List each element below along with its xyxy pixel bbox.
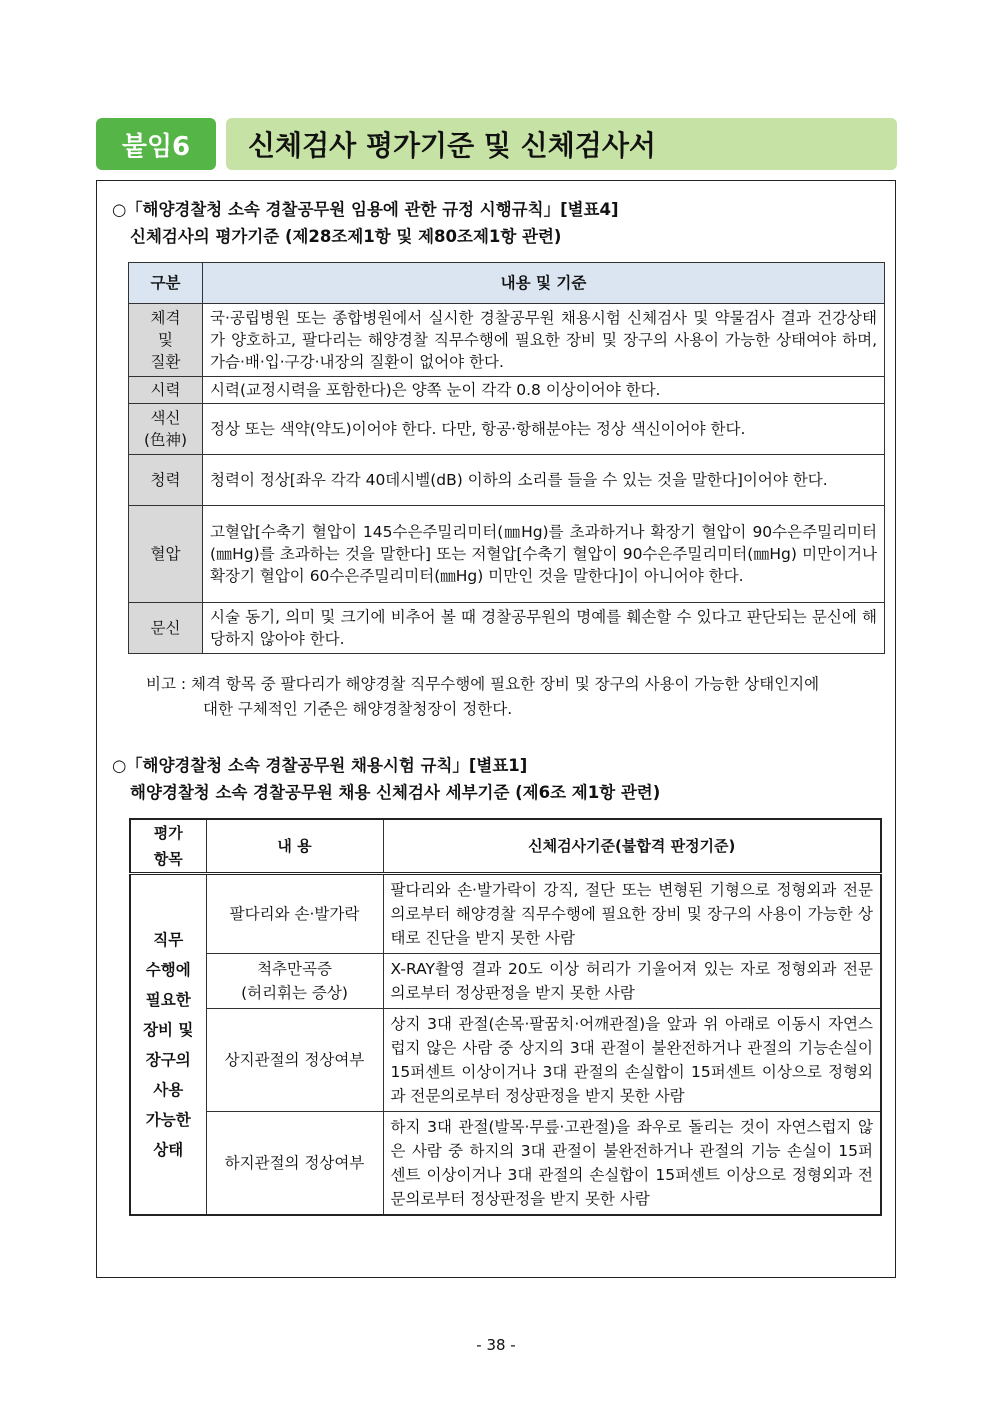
bullet-icon: ○: [112, 200, 127, 219]
row-category: 문신: [129, 603, 203, 654]
section1-line1: 「해양경찰청 소속 경찰공무원 임용에 관한 규정 시행규칙」[별표4]: [126, 200, 619, 219]
item-cell: 척추만곡증 (허리휘는 증상): [206, 954, 383, 1009]
table-row: [129, 455, 885, 506]
table-row: [129, 603, 885, 654]
row-category: 시력: [129, 377, 203, 404]
column-header: 내용 및 기준: [203, 263, 885, 304]
item-cell: 하지관절의 정상여부: [206, 1112, 383, 1216]
row-content: 청력이 정상[좌우 각각 40데시벨(dB) 이하의 소리를 들을 수 있는 것을 말한다]이어야 한다.: [203, 455, 885, 506]
criteria-cell: 하지 3대 관절(발목·무릎·고관절)을 좌우로 돌리는 것이 자연스럽지 않은 사람 중 하지의 3대 관절이 불완전하거나 관절의 기능 손실이 15퍼센트 이상이거나 3대 관절의 손실합이 15퍼센트 이상으로 정형외과 전문의로부터 정상판정을 받지 못한 사람: [383, 1112, 881, 1216]
section1-heading: [112, 196, 619, 250]
row-category: 색신 (色神): [129, 404, 203, 455]
row-content: 정상 또는 색약(약도)이어야 한다. 다만, 항공·항해분야는 정상 색신이어야 한다.: [203, 404, 885, 455]
table-row: [129, 304, 885, 377]
section1-line2: 신체검사의 평가기준 (제28조제1항 및 제80조제1항 관련): [130, 227, 562, 246]
column-header: 내 용: [206, 819, 383, 874]
attachment-badge: 붙임6: [96, 118, 216, 170]
table-row: [130, 1009, 881, 1112]
table-row: [130, 954, 881, 1009]
section2-heading: [112, 752, 660, 806]
table-header-row: [130, 819, 881, 874]
row-content: 국·공립병원 또는 종합병원에서 실시한 경찰공무원 채용시험 신체검사 및 약물검사 결과 건강상태가 양호하고, 팔다리는 해양경찰 직무수행에 필요한 장비 및 장구의 사용이 가능한 상태여야 하며, 가슴·배·입·구강·내장의 질환이 없어야 한다.: [203, 304, 885, 377]
column-header: 신체검사기준(불합격 판정기준): [383, 819, 881, 874]
bullet-icon: ○: [112, 756, 127, 775]
criteria-cell: 팔다리와 손·발가락이 강직, 절단 또는 변형된 기형으로 정형외과 전문의로부터 해양경찰 직무수행에 필요한 장비 및 장구의 사용이 가능한 상태로 진단을 받지 못한 사람: [383, 874, 881, 954]
page-number: - 38 -: [476, 1336, 516, 1354]
remark-line: 비고 : 체격 항목 중 팔다리가 해양경찰 직무수행에 필요한 장비 및 장구의 사용이 가능한 상태인지에: [146, 675, 820, 693]
table-row: [129, 404, 885, 455]
remark-note: [146, 672, 886, 722]
section2-line1: 「해양경찰청 소속 경찰공무원 채용시험 규칙」[별표1]: [126, 756, 528, 775]
row-content: 시력(교정시력을 포함한다)은 양쪽 눈이 각각 0.8 이상이어야 한다.: [203, 377, 885, 404]
criteria-cell: 상지 3대 관절(손목·팔꿈치·어깨관절)을 앞과 위 아래로 이동시 자연스럽지 않은 사람 중 상지의 3대 관절이 불완전하거나 관절의 기능손실이 15퍼센트 이상이거나 3대 관절의 손실합이 15퍼센트 이상으로 정형외과 전문의로부터 정상판정을 받지 못한 사람: [383, 1009, 881, 1112]
column-header: 평가 항목: [130, 819, 206, 874]
table-row: [129, 377, 885, 404]
column-header: 구분: [129, 263, 203, 304]
table-row: [130, 1112, 881, 1216]
detailed-criteria-table: [129, 818, 882, 1216]
table-header-row: [129, 263, 885, 304]
row-content: 고혈압[수축기 혈압이 145수은주밀리미터(㎜Hg)를 초과하거나 확장기 혈압이 90수은주밀리미터(㎜Hg)를 초과하는 것을 말한다] 또는 저혈압[수축기 혈압이 90수은주밀리미터(㎜Hg) 미만이거나 확장기 혈압이 60수은주밀리미터(㎜Hg) 미만인 것을 말한다]이 아니어야 한다.: [203, 506, 885, 603]
section2-line2: 해양경찰청 소속 경찰공무원 채용 신체검사 세부기준 (제6조 제1항 관련): [130, 783, 661, 802]
row-category: 혈압: [129, 506, 203, 603]
table-row: [129, 506, 885, 603]
remark-line: 대한 구체적인 기준은 해양경찰청장이 정한다.: [203, 700, 513, 718]
category-cell: 직무 수행에 필요한 장비 및 장구의 사용 가능한 상태: [130, 874, 206, 1216]
page-title: 신체검사 평가기준 및 신체검사서: [226, 118, 897, 170]
item-cell: 팔다리와 손·발가락: [206, 874, 383, 954]
criteria-cell: X-RAY촬영 결과 20도 이상 허리가 기울어져 있는 자로 정형외과 전문의로부터 정상판정을 받지 못한 사람: [383, 954, 881, 1009]
row-category: 체격 및 질환: [129, 304, 203, 377]
row-content: 시술 동기, 의미 및 크기에 비추어 볼 때 경찰공무원의 명예를 훼손할 수 있다고 판단되는 문신에 해당하지 않아야 한다.: [203, 603, 885, 654]
item-cell: 상지관절의 정상여부: [206, 1009, 383, 1112]
evaluation-criteria-table: [128, 262, 885, 654]
table-row: [130, 874, 881, 954]
row-category: 청력: [129, 455, 203, 506]
